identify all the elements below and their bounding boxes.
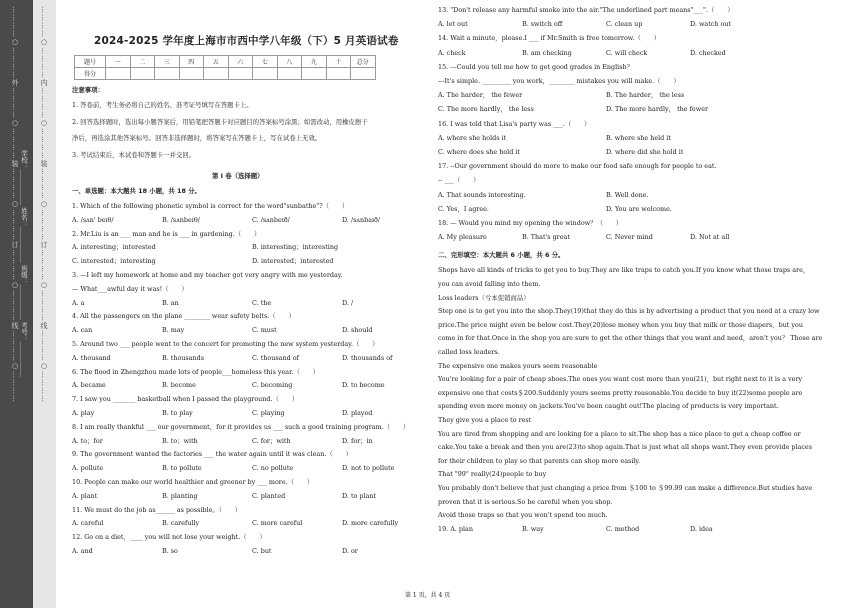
answer-option[interactable]: A. interesting；interested: [72, 243, 156, 252]
answer-option[interactable]: D. played: [342, 409, 373, 417]
score-cell[interactable]: [106, 68, 131, 80]
score-cell[interactable]: [155, 68, 180, 80]
answer-option[interactable]: D. /: [342, 298, 354, 307]
question-stem: 6. The flood in Zhengzhou made lots of people___homeless this year.（ ）: [72, 367, 320, 376]
answer-option[interactable]: C. /sʌnbeɪð/: [252, 215, 290, 224]
answer-option[interactable]: C. must: [252, 326, 277, 335]
notice-item: 1. 答卷前，考生务必将自己的姓名、准考证号填写在答题卡上。: [72, 101, 253, 109]
page-footer: 第 1 页，共 4 页: [405, 592, 451, 599]
answer-option[interactable]: A. can: [72, 326, 93, 335]
answer-option[interactable]: B. Well done.: [606, 190, 649, 199]
score-cell[interactable]: [204, 68, 229, 80]
binding-inner-text: …………○…………内…………○…………装…………○…………订…………○…………线…………○…………: [40, 6, 48, 403]
score-cell[interactable]: [302, 68, 327, 80]
score-cell[interactable]: [351, 68, 376, 80]
notice-item: 净后，再选涂其他答案标号。回答非选择题时，将答案写在答题卡上，写在试卷上无效。: [72, 134, 322, 142]
score-table: [74, 55, 376, 80]
question-stem: 2. Mr.Liu is an ___ man and he is ___ in gardening.（ ）: [72, 229, 261, 238]
passage-line: Step one is to get you into the shop.They(19)that they do this is by advertising a product that you need at a crazy low: [438, 307, 820, 316]
exam-title: 2024-2025 学年度上海市市西中学八年级（下）5 月英语试卷: [94, 35, 399, 47]
answer-option[interactable]: C. The more hardly， the less: [438, 105, 534, 114]
answer-option[interactable]: C. no pollute: [252, 464, 294, 473]
score-header-cell: 一: [106, 56, 131, 68]
answer-option[interactable]: D. Not at all: [690, 233, 730, 242]
passage-line: That "99" really(24)people to buy: [438, 470, 547, 479]
answer-option[interactable]: A. pollute: [72, 464, 104, 473]
binding-outer-text: …………○…………外…………○…………装…………○…………订…………○…………线…………○…………: [11, 6, 19, 403]
notice-heading: 注意事项：: [72, 86, 104, 94]
question-stem: -- ___（ ）: [438, 176, 480, 185]
question-stem: 5. Around two ___ people went to the concert for promoting the new system yesterday.（ ）: [72, 340, 379, 348]
answer-option[interactable]: B. interesting；interesting: [252, 243, 339, 252]
answer-option[interactable]: B. to play: [162, 409, 193, 417]
part-heading: 二、完形填空：本大题共 6 小题，共 6 分。: [438, 251, 565, 260]
answer-option[interactable]: C. thousand of: [252, 353, 299, 362]
answer-option[interactable]: C. interested；interesting: [72, 257, 156, 266]
score-cell[interactable]: [277, 68, 302, 80]
passage-line: expensive one that costs＄200.Suddenly yours seems pretty reasonable.You decide to buy it(22)some people are: [438, 388, 803, 397]
passage-line: Avoid those traps so that you won't spend too much.: [438, 511, 608, 520]
answer-option[interactable]: C. will check: [606, 48, 648, 57]
answer-option[interactable]: D. The more hardly， the fewer: [606, 105, 709, 114]
passage-line: called loss leaders.: [438, 348, 500, 356]
section-heading: 第 I 卷（选择题）: [212, 172, 264, 180]
answer-option[interactable]: D. checked: [690, 48, 726, 57]
answer-option[interactable]: B. thousands: [162, 353, 204, 362]
part-heading: 一、单选题：本大题共 18 小题，共 18 分。: [72, 187, 201, 195]
question-stem: 18. — Would you mind my opening the window？（ ）: [438, 219, 623, 227]
answer-option[interactable]: D. should: [342, 326, 373, 335]
answer-option[interactable]: C. but: [252, 547, 272, 555]
answer-option[interactable]: C. playing: [252, 409, 285, 417]
question-stem: 12. Go on a diet，____ you will not lose your weight.（ ）: [72, 533, 266, 542]
score-row-label: 得分: [75, 68, 106, 80]
answer-option[interactable]: D. /sʌnbaɪð/: [342, 215, 381, 224]
question-stem: ---It's simple. _________ you work，________ mistakes you will make.（ ）: [438, 77, 680, 85]
answer-option[interactable]: B. planting: [162, 491, 198, 500]
passage-line: You are tired from shopping and are looking for a place to sit.The shop has a nice place to get a cheap coffee or: [438, 429, 801, 438]
answer-option[interactable]: C. becoming: [252, 381, 293, 390]
answer-option[interactable]: D. for；in: [342, 436, 373, 445]
question-stem: 3. —I left my homework at home and my teacher got very angry with me yesterday.: [72, 271, 343, 279]
answer-option[interactable]: A. check: [438, 48, 466, 57]
answer-option[interactable]: C. Never mind: [606, 233, 653, 242]
answer-option[interactable]: A. a: [72, 298, 85, 307]
question-stem: — What___awful day it was!（ ）: [72, 284, 188, 293]
answer-option[interactable]: D. You are welcome.: [606, 204, 672, 213]
passage-line: come in for that.Once in the shop you are sure to get the other things that you want and need，aren't you？ Those are: [438, 334, 823, 343]
answer-option[interactable]: B. am checking: [522, 48, 572, 57]
score-cell[interactable]: [228, 68, 253, 80]
answer-option[interactable]: D. or: [342, 547, 358, 555]
passage-line: proven that it is serious.So be careful when you shop.: [438, 497, 613, 506]
answer-option[interactable]: C. where does she hold it: [438, 148, 520, 156]
answer-option[interactable]: C. for；with: [252, 436, 291, 445]
answer-option[interactable]: C. clean up: [606, 20, 643, 29]
question-stem: 7. I saw you _______ basketball when I passed the playground.（ ）: [72, 395, 299, 404]
answer-option[interactable]: B. an: [162, 298, 179, 307]
answer-option[interactable]: D. idea: [690, 524, 713, 533]
question-stem: 13. "Don't release any harmful smoke into the air."The underlined part means"___".（ ）: [438, 6, 734, 14]
answer-option[interactable]: A. became: [72, 381, 106, 390]
answer-option[interactable]: D. to become: [342, 381, 385, 390]
question-stem: 16. I was told that Lisa's party was ___.（ ）: [438, 119, 591, 128]
answer-option[interactable]: A. let out: [438, 20, 468, 29]
answer-option[interactable]: A. careful: [72, 519, 104, 528]
answer-option[interactable]: B. where she held it: [606, 133, 671, 142]
question-stem: 15. ---Could you tell me how to get good grades in English？: [438, 62, 634, 71]
score-header-cell: 五: [204, 56, 229, 68]
answer-option[interactable]: B. switch off: [522, 20, 563, 29]
passage-line: They give you a place to rest: [438, 416, 532, 424]
answer-option[interactable]: D. where did she hold it: [606, 148, 684, 156]
score-header-cell: 六: [228, 56, 253, 68]
answer-option[interactable]: A. My pleasure: [438, 233, 487, 242]
answer-option[interactable]: B. to pollute: [162, 464, 202, 473]
answer-option[interactable]: D. interested；interested: [252, 257, 334, 266]
score-header-cell: 题号: [75, 56, 106, 68]
score-header-cell: 七: [253, 56, 278, 68]
question-stem: 9. The government wanted the factories ___ the water again until it was clean.（ ）: [72, 450, 352, 459]
answer-option[interactable]: B. way: [522, 524, 544, 533]
question-stem: 8. I am really thankful ___ our government，for it provides us ___ such a good training program.（ ）: [72, 422, 410, 431]
answer-option[interactable]: D. not to pollute: [342, 464, 395, 473]
score-header-cell: 总分: [351, 56, 376, 68]
answer-option[interactable]: C. planted: [252, 491, 286, 500]
score-header-cell: 三: [155, 56, 180, 68]
passage-line: You're looking for a pair of cheap shoes.The ones you want cost more than you(21)，but right next to it is a very: [438, 375, 803, 384]
passage-line: Shops have all kinds of tricks to get you to buy.They are like traps to catch you.If you know what those traps are，: [438, 266, 810, 275]
score-cell[interactable]: [326, 68, 351, 80]
score-cell[interactable]: [130, 68, 155, 80]
passage-line: You probably don't believe that just changing a price from ＄100 to ＄99.99 can make a difference.But studies have: [438, 484, 813, 492]
notice-item: 3. 考试结束后，本试卷和答题卡一并交回。: [72, 150, 196, 159]
passage-line: The expensive one makes yours seem reasonable: [438, 361, 598, 370]
question-stem: 1. Which of the following phonetic symbol is correct for the word"sunbathe"?（ ）: [72, 202, 349, 210]
answer-option[interactable]: A. The harder， the fewer: [438, 91, 523, 100]
answer-option[interactable]: A. /sʌn' beɪθ/: [72, 215, 114, 224]
answer-option[interactable]: C. the: [252, 298, 272, 307]
score-cell[interactable]: [179, 68, 204, 80]
passage-line: price.The price might even be below cost.They(20)lose money when you buy that milk or those diapers，but you: [438, 320, 803, 329]
score-header-cell: 八: [277, 56, 302, 68]
answer-option[interactable]: B. to；with: [162, 436, 198, 445]
question-stem: 4. All the passengers on the plane ________ wear safety belts.（ ）: [72, 312, 295, 321]
answer-option[interactable]: A. to；for: [72, 436, 103, 445]
answer-option[interactable]: D. to plant: [342, 491, 377, 500]
answer-option[interactable]: B. /sʌnbeɪθ/: [162, 215, 200, 224]
answer-option[interactable]: A. thousand: [72, 353, 111, 362]
notice-item: 2. 回答选择题时，选出每小题答案后，用铅笔把答题卡对应题目的答案标号涂黑；如需改动，用橡皮擦干: [72, 117, 368, 126]
question-stem: 17. --Our government should do more to make our food safe enough for people to eat.: [438, 162, 717, 171]
student-info-fields[interactable]: 学校：___________ 姓名：___________ 班级：___________ 考号：___________: [20, 150, 28, 378]
passage-line: cake.You take a break and then you are(23)to shop again.That is just what all shops want.They even provide places: [438, 443, 812, 452]
passage-line: you can avoid falling into them.: [438, 280, 541, 288]
score-header-cell: 四: [179, 56, 204, 68]
answer-option[interactable]: B. become: [162, 381, 196, 390]
answer-option[interactable]: 19. A. plan: [438, 524, 473, 533]
answer-option[interactable]: C. method: [606, 524, 640, 533]
answer-option[interactable]: D. watch out: [690, 20, 732, 29]
answer-option[interactable]: C. Yes，I agree.: [438, 204, 489, 213]
passage-line: Loss leaders（亏本促销商品）: [438, 293, 530, 302]
answer-option[interactable]: A. plant: [72, 491, 98, 500]
answer-option[interactable]: B. may: [162, 326, 185, 335]
score-header-cell: 二: [130, 56, 155, 68]
answer-option[interactable]: D. more carefully: [342, 519, 399, 528]
question-stem: 11. We must do the job as______ as possible。（ ）: [72, 505, 242, 514]
answer-option[interactable]: A. play: [72, 409, 95, 417]
score-cell[interactable]: [253, 68, 278, 80]
passage-line: spending even more money on jackets.You've been caught out!The placing of products is very important.: [438, 402, 779, 411]
score-header-cell: 九: [302, 56, 327, 68]
answer-option[interactable]: B. That's great: [522, 233, 570, 242]
answer-option[interactable]: B. so: [162, 547, 178, 555]
passage-line: for their children to play so that parents can shop more easily.: [438, 456, 641, 465]
answer-option[interactable]: A. That sounds interesting.: [438, 190, 526, 199]
answer-option[interactable]: B. carefully: [162, 519, 200, 528]
answer-option[interactable]: B. The harder， the less: [606, 91, 685, 100]
answer-option[interactable]: C. more careful: [252, 519, 303, 528]
answer-option[interactable]: A. and: [72, 547, 93, 555]
score-header-cell: 十: [326, 56, 351, 68]
question-stem: 14. Wait a minute，please.I ___ if Mr.Smith is free tomorrow.（ ）: [438, 34, 661, 43]
answer-option[interactable]: A. where she holds it: [438, 133, 507, 142]
question-stem: 10. People can make our world healthier and greener by ___ more.（ ）: [72, 478, 314, 486]
answer-option[interactable]: D. thousands of: [342, 353, 393, 362]
